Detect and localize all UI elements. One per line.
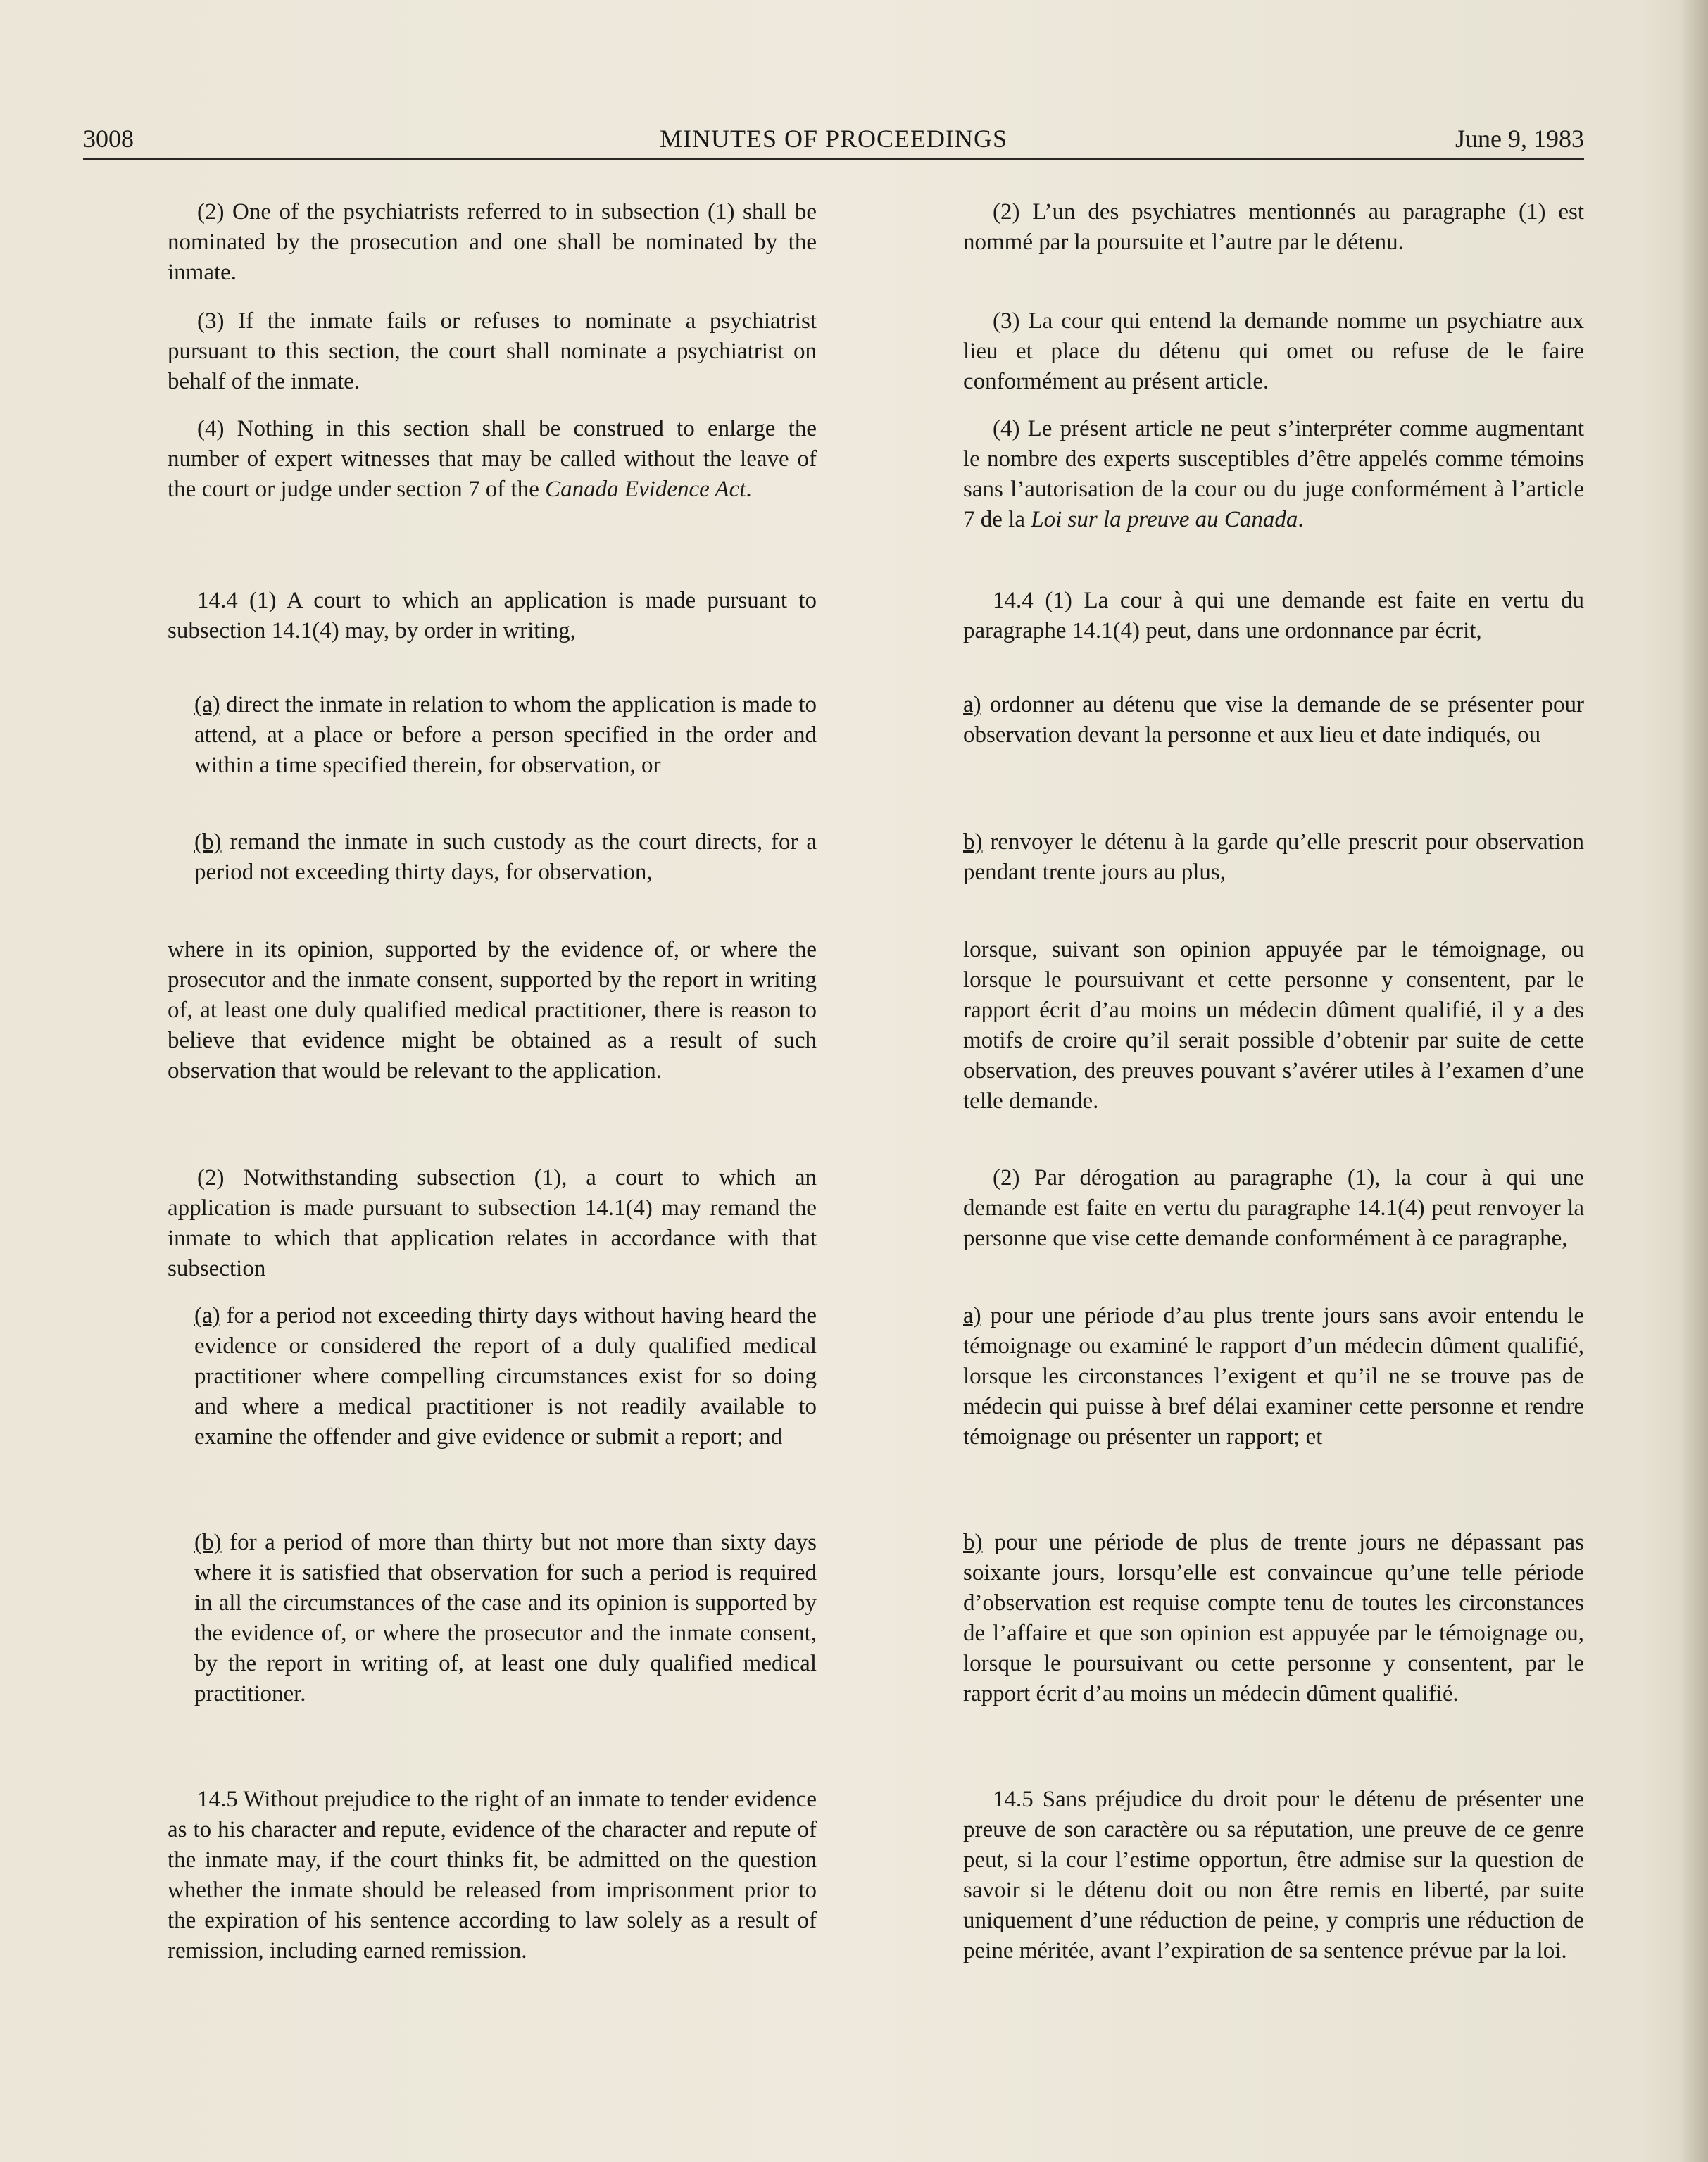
- page-header: [83, 120, 1584, 160]
- fr-section-14-4: 14.4 (1) La cour à qui une demande est faite en vertu du paragraphe 14.1(4) peut, dans une ordonnance par écrit,: [963, 588, 1584, 643]
- fr-14-4-subsection-2: (2) Par dérogation au paragraphe (1), la cour à qui une demande est faite en vertu du paragraphe 14.1(4) peut renvoyer la personne que vise cette demande conformément à ce paragraphe,: [963, 1165, 1584, 1251]
- en-item2-b: (b) for a period of more than thirty but not more than sixty days where it is satisfied that observation for such a period is required in all the circumstances of the case and its opinion is supported by the evidence of, or where the prosecutor and the inmate consent, by the report in writing of, at least one duly qualified medical practitioner.: [194, 1530, 817, 1707]
- running-title: MINUTES OF PROCEEDINGS: [659, 125, 1008, 153]
- fr-item2-a: a) pour une période d’au plus trente jours sans avoir entendu le témoignage ou examiné le rapport d’un médecin dûment qualifié, lorsque les circonstances l’exigent et qu’il ne se trouve pas de médecin qui puisse à bref délai examiner cette personne et rendre témoignage ou présenter un rapport; et: [963, 1303, 1584, 1450]
- page-edge-shadow: [1680, 0, 1708, 2162]
- en-subsection-3: (3) If the inmate fails or refuses to nominate a psychiatrist pursuant to this section, the court shall nominate a psychiatrist on behalf of the inmate.: [168, 308, 817, 394]
- en-section-14-5: 14.5 Without prejudice to the right of an inmate to tender evidence as to his character and repute, evidence of the character and repute of the inmate may, if the court thinks fit, be admitted on the question whether the inmate should be released from imprisonment prior to the expiration of his sentence according to law solely as a result of remission, including earned remission.: [168, 1787, 817, 1963]
- fr-item-a: a) ordonner au détenu que vise la demande de se présenter pour observation devant la personne et aux lieu et date indiqués, ou: [963, 692, 1584, 748]
- en-subsection-2: (2) One of the psychiatrists referred to in subsection (1) shall be nominated by the prosecution and one shall be nominated by the inmate.: [168, 199, 817, 285]
- fr-section-14-5: 14.5 Sans préjudice du droit pour le détenu de présenter une preuve de son caractère ou sa réputation, une preuve de ce genre peut, si la cour l’estime opportun, être admise sur la question de savoir si le détenu doit ou non être remis en liberté, par suite uniquement d’une réduction de peine, y compris une réduction de peine méritée, avant l’expiration de sa sentence prévue par la loi.: [963, 1787, 1584, 1963]
- en-subsection-4: (4) Nothing in this section shall be construed to enlarge the number of expert witnesses that may be called without the leave of the court or judge under section 7 of the Canada Evidence Act.: [168, 416, 817, 502]
- en-14-4-subsection-2: (2) Notwithstanding subsection (1), a court to which an application is made pursuant to subsection 14.1(4) may remand the inmate to which that application relates in accordance with that subsection: [168, 1165, 817, 1281]
- fr-continuation: lorsque, suivant son opinion appuyée par le témoignage, ou lorsque le poursuivant et cette personne y consentent, par le rapport écrit d’au moins un médecin dûment qualifié, il y a des motifs de croire qu’il serait possible d’obtenir par suite de cette observation, des preuves pouvant s’avérer utiles à l’examen d’une telle demande.: [963, 937, 1584, 1114]
- en-section-14-4: 14.4 (1) A court to which an application is made pursuant to subsection 14.1(4) may, by order in writing,: [168, 588, 817, 643]
- fr-subsection-2: (2) L’un des psychiatres mentionnés au paragraphe (1) est nommé par la poursuite et l’autre par le détenu.: [963, 199, 1584, 255]
- en-continuation: where in its opinion, supported by the evidence of, or where the prosecutor and the inmate consent, supported by the report in writing of, at least one duly qualified medical practitioner, there is reason to believe that evidence might be obtained as a result of such observation that would be relevant to the application.: [168, 937, 817, 1083]
- en-item2-a: (a) for a period not exceeding thirty days without having heard the evidence or considered the report of a duly qualified medical practitioner where compelling circumstances exist for so doing and where a medical practitioner is not readily available to examine the offender and give evidence or submit a report; and: [194, 1303, 817, 1450]
- fr-subsection-4: (4) Le présent article ne peut s’interpréter comme augmentant le nombre des experts susceptibles d’être appelés comme témoins sans l’autorisation de la cour ou du juge conformément à l’article 7 de la Loi sur la preuve au Canada.: [963, 416, 1584, 532]
- page-number: 3008: [83, 125, 134, 153]
- header-date: June 9, 1983: [1455, 125, 1584, 153]
- fr-item-b: b) renvoyer le détenu à la garde qu’elle prescrit pour observation pendant trente jours au plus,: [963, 829, 1584, 885]
- fr-subsection-3: (3) La cour qui entend la demande nomme un psychiatre aux lieu et place du détenu qui omet ou refuse de le faire conformément au présent article.: [963, 308, 1584, 394]
- en-item-a: (a) direct the inmate in relation to whom the application is made to attend, at a place or before a person specified in the order and within a time specified therein, for observation, or: [194, 692, 817, 778]
- en-item-b: (b) remand the inmate in such custody as the court directs, for a period not exceeding thirty days, for observation,: [194, 829, 817, 885]
- fr-item2-b: b) pour une période de plus de trente jours ne dépassant pas soixante jours, lorsqu’elle est convaincue qu’une telle période d’observation est requise compte tenu de toutes les circonstances de l’affaire et que son opinion est appuyée par le témoignage ou, lorsque le poursuivant ou cette personne y consentent, par le rapport écrit d’au moins un médecin dûment qualifié.: [963, 1530, 1584, 1707]
